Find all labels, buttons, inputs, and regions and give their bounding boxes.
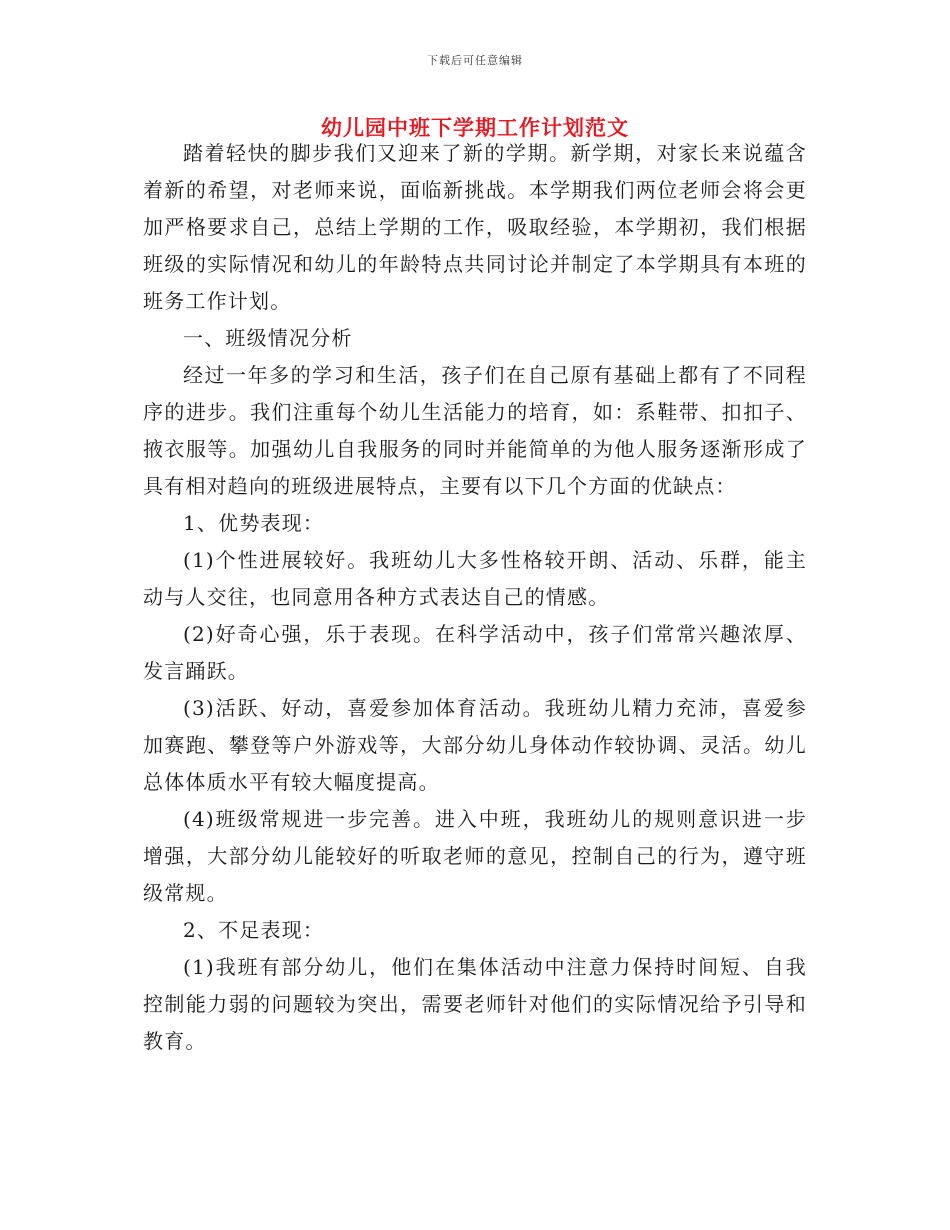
subheading-strengths: 1、优势表现： [183,511,325,535]
paragraph-strength-3: (3)活跃、好动，喜爱参加体育活动。我班幼儿精力充沛，喜爱参加赛跑、攀登等户外游戏等，大部分幼儿身体动作较协调、灵活。幼儿总体体质水平有较大幅度提高。 [143,696,807,794]
document-body [143,135,807,1060]
section-heading-class-analysis: 一、班级情况分析 [183,326,353,350]
page-header-note: 下载后可任意编辑 [427,54,523,67]
subheading-weaknesses: 2、不足表现： [183,918,325,942]
paragraph-strength-2: (2)好奇心强，乐于表现。在科学活动中，孩子们常常兴趣浓厚、发言踊跃。 [143,622,807,683]
paragraph-strength-1: (1)个性进展较好。我班幼儿大多性格较开朗、活动、乐群，能主动与人交往，也同意用各种方式表达自己的情感。 [143,548,807,609]
paragraph-intro: 踏着轻快的脚步我们又迎来了新的学期。新学期，对家长来说蕴含着新的希望，对老师来说，面临新挑战。本学期我们两位老师会将会更加严格要求自己，总结上学期的工作，吸取经验，本学期初，我们根据班级的实际情况和幼儿的年龄特点共同讨论并制定了本学期具有本班的班务工作计划。 [143,141,807,313]
paragraph-weakness-1: (1)我班有部分幼儿，他们在集体活动中注意力保持时间短、自我控制能力弱的问题较为突出，需要老师针对他们的实际情况给予引导和教育。 [143,955,807,1053]
paragraph-class-analysis: 经过一年多的学习和生活，孩子们在自己原有基础上都有了不同程序的进步。我们注重每个幼儿生活能力的培育，如：系鞋带、扣扣子、掖衣服等。加强幼儿自我服务的同时并能简单的为他人服务逐渐形成了具有相对趋向的班级进展特点，主要有以下几个方面的优缺点： [143,363,807,498]
document-title: 幼儿园中班下学期工作计划范文 [321,115,629,140]
paragraph-strength-4: (4)班级常规进一步完善。进入中班，我班幼儿的规则意识进一步增强，大部分幼儿能较好的听取老师的意见，控制自己的行为，遵守班级常规。 [143,807,807,905]
